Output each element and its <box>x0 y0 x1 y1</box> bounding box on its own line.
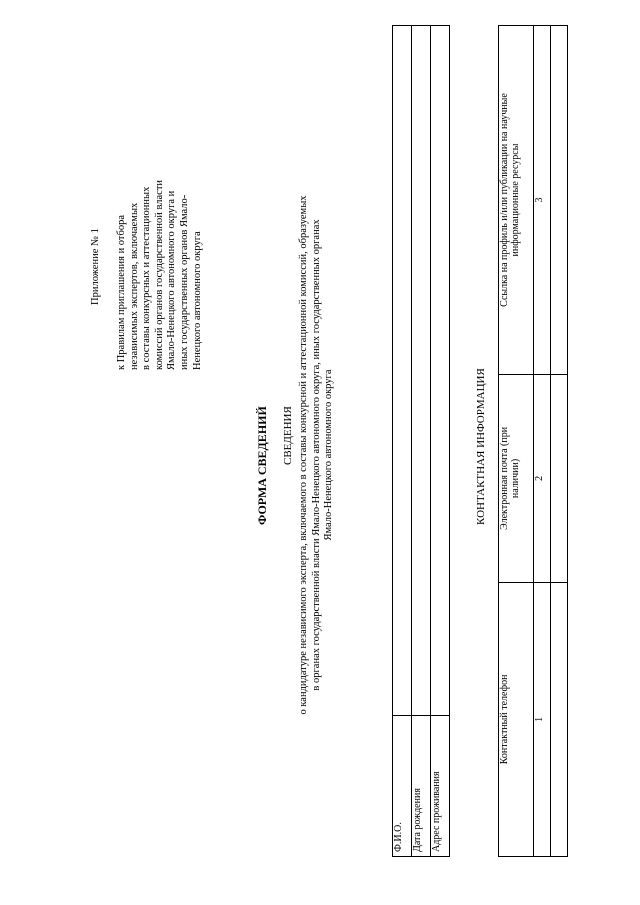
birth-date-value-field[interactable] <box>412 26 431 716</box>
appendix-line: Ямало-Ненецкого автономного округа и <box>166 190 178 370</box>
appendix-line: Ненецкого автономного округа <box>191 231 203 370</box>
address-value-field[interactable] <box>431 26 450 716</box>
email-value-field[interactable] <box>551 375 568 583</box>
purpose-line: о кандидатуре независимого эксперта, включаемого в составы конкурсной и аттестационной комиссий, образуемых <box>298 195 309 715</box>
header-text: Ссылка на профиль и/или публикации на научные <box>499 93 510 307</box>
phone-value-field[interactable] <box>551 582 568 856</box>
form-heading: ФОРМА СВЕДЕНИЙ <box>255 406 269 525</box>
email-column-header <box>499 375 534 583</box>
birth-date-label: Дата рождения <box>412 716 431 857</box>
address-label: Адрес проживания <box>431 716 450 857</box>
column-number: 2 <box>534 375 551 583</box>
contact-info-table <box>498 25 568 857</box>
appendix-line: иных государственных органов Ямало- <box>178 194 190 370</box>
header-text: информационные ресурсы <box>510 143 521 257</box>
form-subheading: СВЕДЕНИЯ <box>282 406 294 465</box>
table-row <box>431 26 450 857</box>
appendix-reference <box>116 70 204 370</box>
header-text: наличии) <box>510 458 521 499</box>
form-purpose <box>298 85 336 825</box>
profile-link-value-field[interactable] <box>551 26 568 375</box>
appendix-line: комиссий органов государственной власти <box>153 179 165 370</box>
header-text: Электронная почта (при <box>499 426 510 530</box>
fio-value-field[interactable] <box>393 26 412 716</box>
table-row <box>412 26 431 857</box>
appendix-line: к Правилам приглашения и отбора <box>116 214 127 370</box>
profile-link-column-header <box>499 26 534 375</box>
appendix-line: в составы конкурсных и аттестационных <box>141 186 153 370</box>
appendix-line: независимых экспертов, включаемых <box>128 202 140 370</box>
header-text: Контактный телефон <box>499 674 510 765</box>
table-row <box>551 26 568 857</box>
purpose-line: Ямало-Ненецкого автономного округа <box>323 369 334 541</box>
purpose-line: в органах государственной власти Ямало-Ненецкого автономного округа, иных государственных органах <box>310 219 322 691</box>
table-number-row <box>534 26 551 857</box>
column-number: 1 <box>534 582 551 856</box>
contact-section-heading: КОНТАКТНАЯ ИНФОРМАЦИЯ <box>475 368 487 525</box>
fio-label: Ф.И.О. <box>393 716 412 857</box>
phone-column-header <box>499 582 534 856</box>
table-header-row <box>499 26 534 857</box>
table-row <box>393 26 412 857</box>
column-number: 3 <box>534 26 551 375</box>
personal-info-table <box>392 25 450 857</box>
appendix-title: Приложение № 1 <box>90 228 101 305</box>
